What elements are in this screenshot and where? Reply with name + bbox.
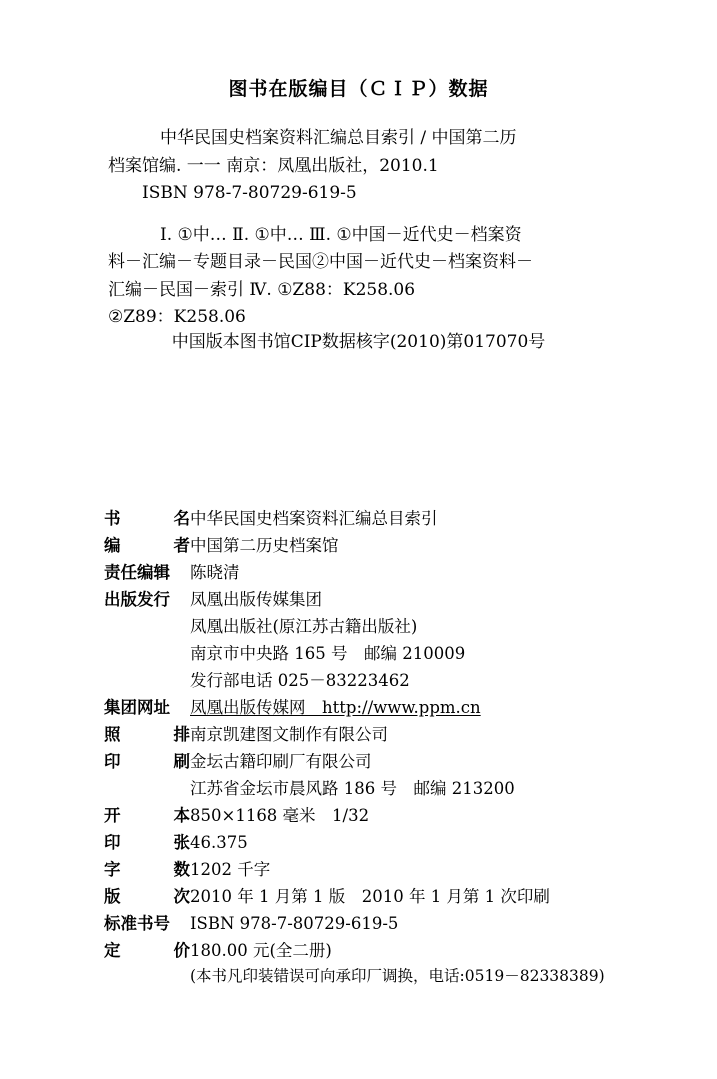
- colophon-row-phone: [104, 667, 644, 694]
- colophon-row-editor: 编 者 中国第二历史档案馆: [104, 532, 644, 559]
- colophon-row-sheets: 印 张 46.375: [104, 829, 644, 856]
- colophon-row-publisher: 出版发行 凤凰出版传媒集团: [104, 586, 644, 613]
- colophon-row-website: 集团网址 凤凰出版传媒网 http://www.ppm.cn: [104, 694, 644, 721]
- cip-line-5: 料－汇编－专题目录－民国②中国－近代史－档案资料－: [108, 252, 533, 273]
- colophon-row-printing-address: [104, 775, 644, 802]
- colophon-row-address: [104, 640, 644, 667]
- colophon-value-website[interactable]: 凤凰出版传媒网 http://www.ppm.cn: [190, 698, 481, 717]
- colophon-row-note: [104, 964, 644, 991]
- colophon-value-wordcount: 1202 千字: [190, 860, 271, 879]
- colophon-value-printing-address: 江苏省金坛市晨风路 186 号 邮编 213200: [190, 779, 515, 798]
- cip-line-4: Ⅰ. ①中… Ⅱ. ①中… Ⅲ. ①中国－近代史－档案资: [160, 224, 522, 245]
- cip-body: [108, 125, 618, 332]
- cip-registration-number: 中国版本图书馆CIP数据核字(2010)第017070号: [171, 332, 546, 352]
- colophon-row-price: 定 价 180.00 元(全二册): [104, 937, 644, 964]
- colophon-value-editor: 中国第二历史档案馆: [190, 536, 339, 555]
- colophon-value-price: 180.00 元(全二册): [190, 941, 332, 960]
- colophon-value-title: 中华民国史档案资料汇编总目索引: [190, 509, 438, 528]
- colophon-value-typesetting: 南京凯建图文制作有限公司: [190, 725, 388, 744]
- colophon-value-publisher-alt: 凤凰出版社(原江苏古籍出版社): [190, 617, 418, 636]
- colophon-row-typesetting: 照 排 南京凯建图文制作有限公司: [104, 721, 644, 748]
- colophon-value-note: (本书凡印装错误可向承印厂调换，电话:0519－82338389): [190, 967, 605, 985]
- colophon-row-wordcount: 字 数 1202 千字: [104, 856, 644, 883]
- colophon-row-printing: 印 刷 金坛古籍印刷厂有限公司: [104, 748, 644, 775]
- colophon-value-responsible-editor: 陈晓清: [190, 563, 240, 582]
- colophon-row-responsible-editor: 责任编辑 陈晓清: [104, 559, 644, 586]
- cip-line-6: 汇编－民国－索引 Ⅳ. ①Z88：K258.06: [108, 279, 416, 300]
- cip-line-7: ②Z89：K258.06: [108, 307, 246, 328]
- colophon-value-publisher: 凤凰出版传媒集团: [190, 590, 322, 609]
- colophon-value-printing: 金坛古籍印刷厂有限公司: [190, 752, 372, 771]
- colophon-row-publisher-alt: [104, 613, 644, 640]
- cip-line-1: 中华民国史档案资料汇编总目索引 / 中国第二历: [160, 128, 517, 148]
- colophon-row-edition: 版 次 2010 年 1 月第 1 版 2010 年 1 月第 1 次印刷: [104, 883, 644, 910]
- cip-line-3: ISBN 978-7-80729-619-5: [142, 183, 357, 204]
- colophon-value-sheets: 46.375: [190, 833, 248, 852]
- colophon-value-format: 850×1168 毫米 1/32: [190, 806, 370, 825]
- colophon-row-isbn: 标准书号 ISBN 978-7-80729-619-5: [104, 910, 644, 937]
- cip-heading: 图书在版编目（ＣＩＰ）数据: [228, 78, 489, 100]
- colophon-table: [104, 505, 644, 991]
- colophon-value-edition: 2010 年 1 月第 1 版 2010 年 1 月第 1 次印刷: [190, 887, 550, 906]
- colophon-row-title: 书 名 中华民国史档案资料汇编总目索引: [104, 505, 644, 532]
- cip-line-2: 档案馆编. 一一 南京：凤凰出版社，2010.1: [108, 155, 439, 176]
- colophon-row-format: 开 本 850×1168 毫米 1/32: [104, 802, 644, 829]
- colophon-value-phone: 发行部电话 025－83223462: [190, 671, 410, 690]
- colophon-value-isbn: ISBN 978-7-80729-619-5: [190, 914, 399, 933]
- colophon-value-address: 南京市中央路 165 号 邮编 210009: [190, 644, 466, 663]
